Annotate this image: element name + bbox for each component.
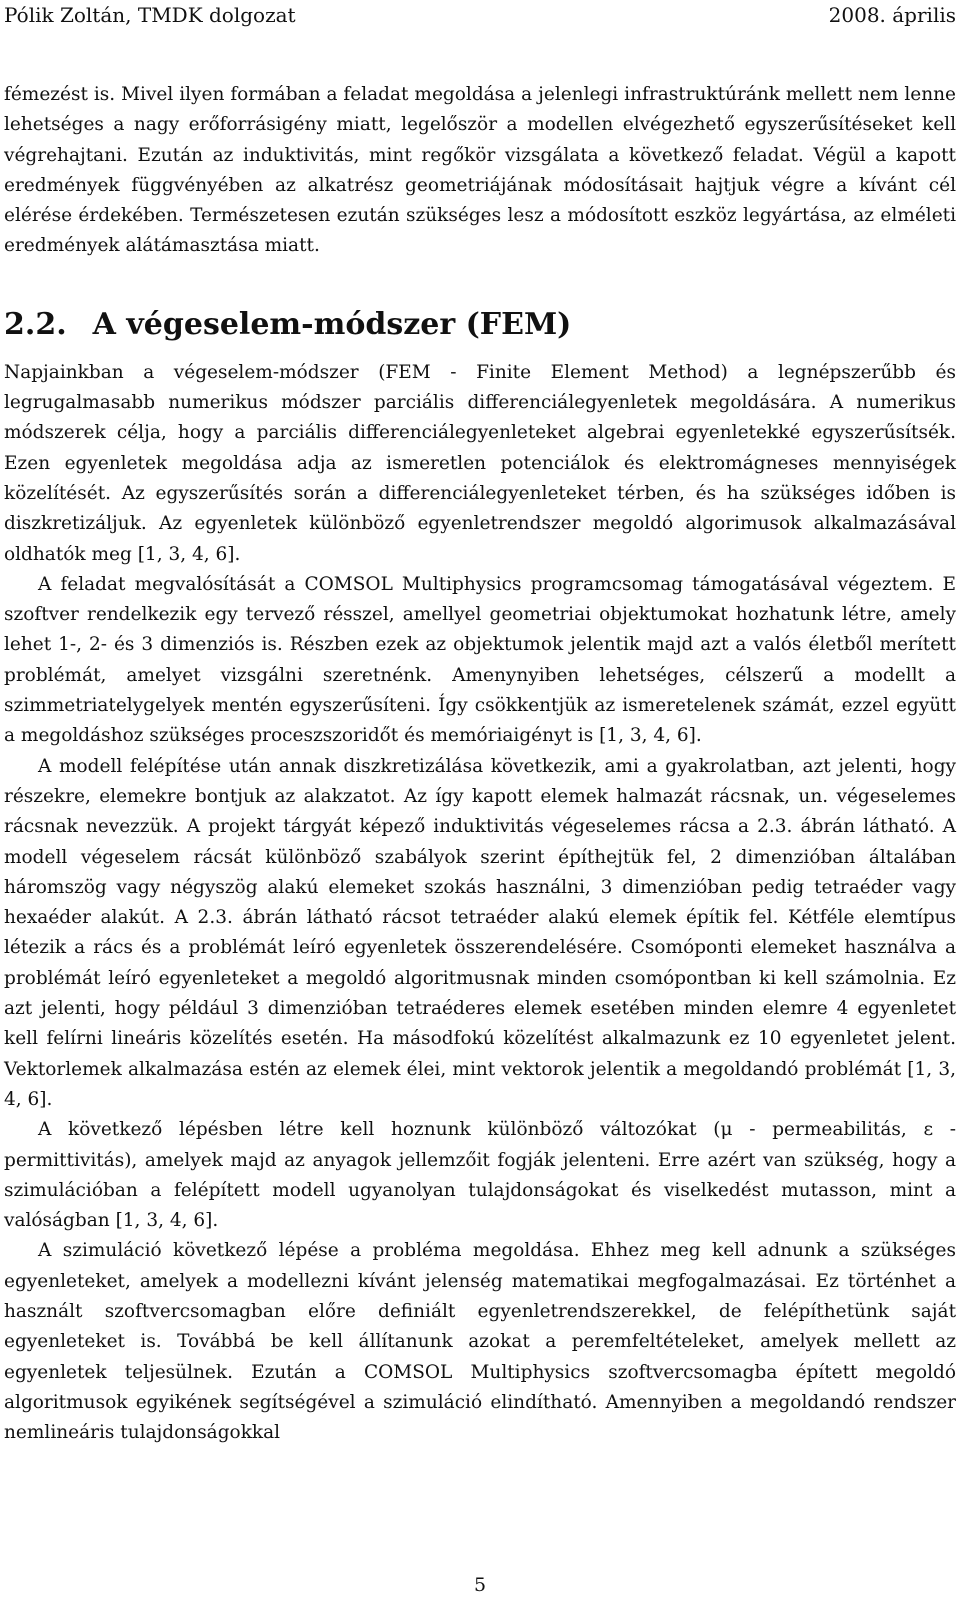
page-number: 5	[473, 1574, 487, 1596]
paragraph-comsol: A feladat megvalósítását a COMSOL Multiphysics programcsomag támogatásával végeztem. E szoftver rendelkezik egy tervező résszel, amellyel geometriai objektumokat hozhatunk létre, amely lehet 1-, 2- és 3 dimenziós is. Részben ezek az objektumok jelentik majd azt a valós életből merített problémát, amelyet vizsgálni szeretnénk. Amenynyiben lehetséges, célszerű a modellt a szimmetriatelygelyek mentén egyszerűsíteni. Így csökkentjük az ismeretelenek számát, ezzel együtt a megoldáshoz szükséges proceszszoridőt és memóriaigényt is [1, 3, 4, 6].	[4, 573, 956, 747]
header-author-title: Pólik Zoltán, TMDK dolgozat	[4, 3, 296, 27]
intro-paragraph: fémezést is. Mivel ilyen formában a feladat megoldása a jelenlegi infrastruktúránk mellett nem lenne lehetséges a nagy erőforrásigény miatt, legelőször a modellen elvégezhető egyszerűsítéseket kell végrehajtani. Ezután az induktivitás, mint regőkör vizsgálata a következő feladat. Végül a kapott eredmények függvényében az alkatrész geometriájának módosításait hajtjuk végre a kívánt cél elérése érdekében. Természetesen ezután szükséges lesz a módosított eszköz legyártása, az elméleti eredmények alátámasztása miatt.	[4, 84, 956, 257]
paragraph-solution: A szimuláció következő lépése a probléma megoldása. Ehhez meg kell adnunk a szükséges egyenleteket, amelyek a modellezni kívánt jelenség matematikai megfogalmazásai. Ez történhet a használt szoftvercsomagban előre definiált egyenletrendszerekkel, de felépíthetünk saját egyenleteket is. Továbbá be kell állítanunk azokat a peremfeltételeket, amelyek mellett az egyenletek teljesülnek. Ezután a COMSOL Multiphysics szoftvercsomagba épített megoldó algoritmusok egyikének segítségével a szimuláció elindítható. Amennyiben a megoldandó rendszer nemlineáris tulajdonságokkal	[4, 1240, 956, 1444]
body-text	[4, 80, 956, 1448]
paragraph-fem-intro: Napjainkban a végeselem-módszer (FEM - Finite Element Method) a legnépszerűbb és legrugalmasabb numerikus módszer parciális differenciálegyenletek megoldására. A numerikus módszerek célja, hogy a parciális differenciálegyenleteket algebrai egyenletekké egyszerűsítsék. Ezen egyenletek megoldása adja az ismeretlen potenciálok és elektromágneses mennyiségek közelítését. Az egyszerűsítés során a differenciálegyenleteket térben, és ha szükséges időben is diszkretizáljuk. Az egyenletek különböző egyenletrendszer megoldó algorimusok alkalmazásával oldhatók meg [1, 3, 4, 6].	[4, 361, 956, 565]
paragraph-variables: A következő lépésben létre kell hoznunk különböző változókat (μ - permeabilitás, ε - permittivitás), amelyek majd az anyagok jellemzőit fogják jelenteni. Erre azért van szükség, hogy a szimulációban a felépített modell ugyanolyan tulajdonságokat és viselkedést mutasson, mint a valóságban [1, 3, 4, 6].	[4, 1119, 956, 1232]
section-title: A végeselem-módszer (FEM)	[92, 306, 572, 342]
running-header	[4, 2, 956, 32]
section-heading	[4, 306, 956, 344]
section-number: 2.2.	[4, 306, 67, 342]
paragraph-discretization: A modell felépítése után annak diszkretizálása következik, ami a gyakrolatban, azt jelenti, hogy részekre, elemekre bontjuk az alakzatot. Az így kapott elemek halmazát rácsnak, un. végeselemes rácsnak nevezzük. A projekt tárgyát képező induktivitás végeselemes rácsa a 2.3. ábrán látható. A modell végeselem rácsát különböző szabályok szerint építhejtük fel, 2 dimenzióban általában háromszög vagy négyszög alakú elemeket szokás használni, 3 dimenzióban pedig tetraéder vagy hexaéder alakút. A 2.3. ábrán látható rácsot tetraéder alakú elemek építik fel. Kétféle elemtípus létezik a rács és a problémát leíró egyenletek összerendelésére. Csomóponti elemeket használva a problémát leíró egyenleteket a megoldó algoritmusnak minden csomópontban ki kell számolnia. Ez azt jelenti, hogy például 3 dimenzióban tetraéderes elemek esetében minden elemre 4 egyenletet kell felírni lineáris közelítés esetén. Ha másodfokú közelítést alkalmazunk ez 10 egyenletet jelent. Vektorlemek alkalmazása estén az elemek élei, mint vektorok jelentik a megoldandó problémát [1, 3, 4, 6].	[4, 755, 956, 1110]
header-date: 2008. április	[828, 3, 956, 27]
